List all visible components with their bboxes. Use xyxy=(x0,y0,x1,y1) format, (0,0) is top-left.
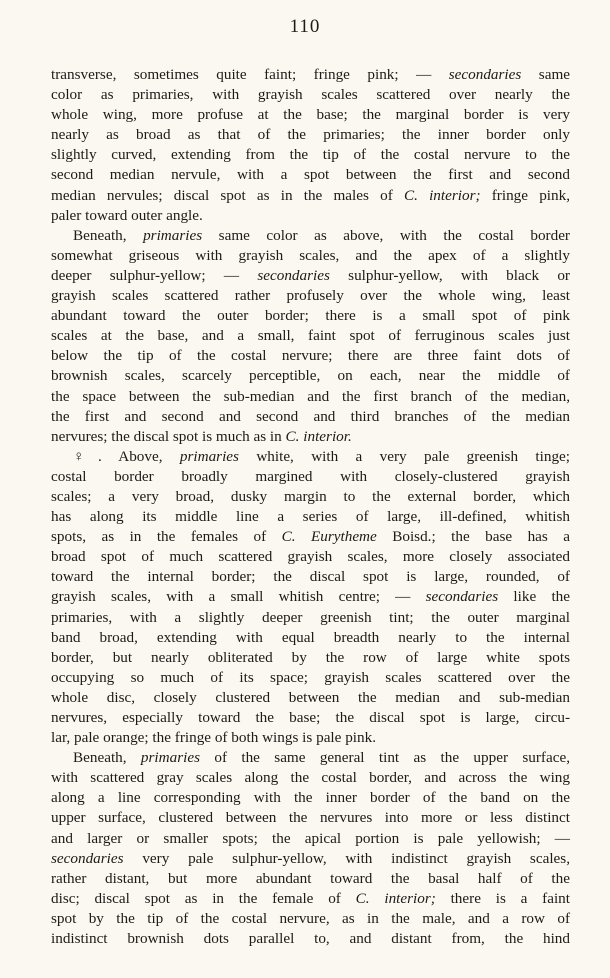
text-line xyxy=(51,829,570,849)
italic-term: C. interior; xyxy=(403,186,481,204)
italic-term: C. Eurytheme xyxy=(281,528,377,546)
page-number: 110 xyxy=(289,16,321,37)
text-segment: same color as above, with the costal border xyxy=(202,226,570,244)
text-segment: of the same general tint as the upper surface, xyxy=(200,749,570,767)
text-line xyxy=(51,65,570,85)
text-segment: has along its middle line a series of large, ill-defined, whitish xyxy=(51,508,570,526)
text-segment: indistinct brownish dots parallel to, and distant from, the hind xyxy=(51,930,570,948)
text-segment: band broad, extending with equal breadth nearly to the internal xyxy=(51,628,570,646)
italic-term: primaries xyxy=(179,447,239,465)
text-segment: like the xyxy=(498,588,571,606)
text-segment: fringe pink, xyxy=(480,186,570,204)
text-segment: abundant toward the outer border; there is a small spot of pink xyxy=(51,307,570,325)
text-segment: broad spot of much scattered grayish scales, more closely associated xyxy=(51,548,570,566)
paragraph xyxy=(51,226,570,447)
text-segment: grayish scales scattered rather profusely over the whole wing, least xyxy=(51,287,570,305)
text-segment: lar, pale orange; the fringe of both wings is pale pink. xyxy=(51,729,376,747)
text-line xyxy=(51,507,570,527)
text-segment: very pale sulphur-yellow, with indistinct grayish scales, xyxy=(123,849,570,867)
italic-term: secondaries xyxy=(448,66,522,83)
text-line xyxy=(51,165,570,185)
text-line xyxy=(51,85,570,105)
paragraph xyxy=(51,748,570,949)
text-segment: there is a faint xyxy=(435,889,570,907)
text-segment: nearly as broad as that of the primaries; the inner border only xyxy=(51,126,570,144)
text-segment: grayish scales, with a small whitish centre; — xyxy=(51,588,426,606)
text-segment: rather distant, but more abundant toward the basal half of the xyxy=(51,869,570,887)
italic-term: secondaries xyxy=(425,588,499,606)
paragraph xyxy=(51,447,570,748)
italic-term: secondaries xyxy=(257,266,330,284)
italic-term: primaries xyxy=(143,226,203,244)
text-segment: deeper sulphur-yellow; — xyxy=(51,266,258,284)
text-segment: paler toward outer angle. xyxy=(51,206,203,224)
text-segment: same xyxy=(521,66,570,83)
text-line xyxy=(51,306,570,326)
text-line xyxy=(51,487,570,507)
text-line xyxy=(51,808,570,828)
text-line xyxy=(51,246,570,266)
text-segment: transverse, sometimes quite faint; fringe pink; — xyxy=(51,66,449,83)
text-segment: costal border broadly margined with closely-clustered grayish xyxy=(51,467,570,485)
text-segment: color as primaries, with grayish scales scattered over nearly the xyxy=(51,86,570,104)
text-line xyxy=(51,849,570,869)
text-line xyxy=(51,447,570,467)
text-line xyxy=(51,125,570,145)
italic-term: secondaries xyxy=(51,849,124,867)
body-text xyxy=(51,65,570,949)
text-line xyxy=(51,427,570,447)
text-line xyxy=(51,909,570,929)
text-segment: the space between the sub-median and the first branch of the median, xyxy=(51,387,570,405)
text-segment: nervures, especially toward the base; the discal spot is large, circu- xyxy=(51,709,570,726)
text-segment: nervures; the discal spot is much as in xyxy=(51,427,286,445)
text-line xyxy=(51,748,570,768)
text-segment: the first and second and second and third branches of the median xyxy=(51,407,570,425)
text-line xyxy=(51,889,570,909)
text-segment: spots, as in the females of xyxy=(51,528,282,546)
text-line xyxy=(51,547,570,567)
text-segment: whole wing, more profuse at the base; the marginal border is very xyxy=(51,106,570,124)
text-segment: toward the internal border; the discal spot is large, rounded, of xyxy=(51,568,570,586)
text-segment: primaries, with a slightly deeper greenish tint; the outer marginal xyxy=(51,608,570,626)
text-segment: ♀. Above, xyxy=(73,447,180,465)
text-segment: white, with a very pale greenish tinge; xyxy=(238,447,570,465)
text-segment: scales at the base, and a small, faint spot of ferruginous scales just xyxy=(51,327,570,345)
text-segment: Beneath, xyxy=(73,749,141,767)
italic-term: C. interior; xyxy=(355,889,436,907)
text-segment: spot by the tip of the costal nervure, as in the male, and a row of xyxy=(51,909,570,927)
text-segment: below the tip of the costal nervure; there are three faint dots of xyxy=(51,347,570,365)
text-segment: Beneath, xyxy=(73,226,144,244)
text-line xyxy=(51,527,570,547)
text-segment: along a line corresponding with the inner border of the band on the xyxy=(51,789,570,807)
text-line xyxy=(51,266,570,286)
text-segment: upper surface, clustered between the nervures into more or less distinct xyxy=(51,809,570,827)
text-line xyxy=(51,788,570,808)
text-segment: slightly curved, extending from the tip of the costal nervure to the xyxy=(51,146,570,164)
italic-term: C. interior. xyxy=(285,427,352,445)
text-line xyxy=(51,467,570,487)
text-segment: Boisd.; the base has a xyxy=(376,528,571,546)
text-line xyxy=(51,387,570,407)
text-segment: disc; discal spot as in the female of xyxy=(51,889,356,907)
text-line xyxy=(51,186,570,206)
text-line xyxy=(51,206,570,226)
text-segment: border, but nearly obliterated by the row of large white spots xyxy=(51,648,570,666)
text-line xyxy=(51,768,570,788)
text-line xyxy=(51,366,570,386)
text-segment: occupying so much of its space; grayish scales scattered over the xyxy=(51,668,570,686)
text-line xyxy=(51,708,570,728)
text-segment: median nervules; discal spot as in the males of xyxy=(51,186,404,204)
text-segment: with scattered gray scales along the costal border, and across the wing xyxy=(51,769,570,787)
text-line xyxy=(51,608,570,628)
text-segment: sulphur-yellow, with black or xyxy=(329,266,570,284)
text-line xyxy=(51,105,570,125)
text-segment: second median nervule, with a spot between the first and second xyxy=(51,166,570,184)
text-line xyxy=(51,326,570,346)
paragraph xyxy=(51,65,570,226)
text-segment: somewhat griseous with grayish scales, and the apex of a slightly xyxy=(51,246,570,264)
text-segment: whole disc, closely clustered between the median and sub-median xyxy=(51,688,570,706)
text-line xyxy=(51,226,570,246)
text-line xyxy=(51,628,570,648)
text-line xyxy=(51,728,570,748)
italic-term: primaries xyxy=(140,749,200,767)
text-line xyxy=(51,929,570,949)
text-segment: brownish scales, scarcely perceptible, on each, near the middle of xyxy=(51,367,570,385)
text-line xyxy=(51,869,570,889)
text-line xyxy=(51,286,570,306)
text-line xyxy=(51,688,570,708)
text-segment: scales; a very broad, dusky margin to the external border, which xyxy=(51,487,570,505)
text-line xyxy=(51,587,570,607)
text-segment: and larger or smaller spots; the apical portion is pale yellowish; — xyxy=(51,829,570,847)
text-line xyxy=(51,145,570,165)
text-line xyxy=(51,346,570,366)
text-line xyxy=(51,567,570,587)
text-line xyxy=(51,668,570,688)
text-line xyxy=(51,648,570,668)
text-line xyxy=(51,407,570,427)
